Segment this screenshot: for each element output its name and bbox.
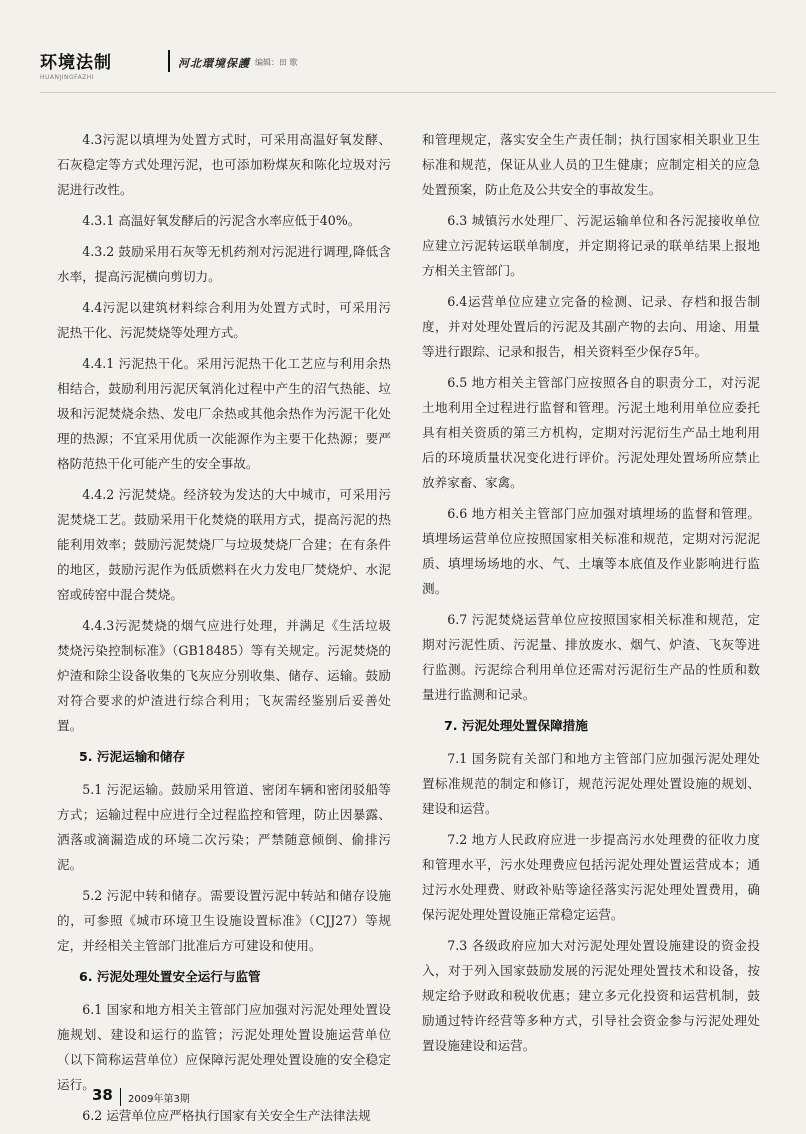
page-footer <box>92 1086 392 1110</box>
footer-divider <box>120 1088 121 1106</box>
paragraph: 和管理规定，落实安全生产责任制；执行国家相关职业卫生标准和规范，保证从业人员的卫生健康；应制定相关的应急处置预案，防止危及公共安全的事故发生。 <box>422 132 760 197</box>
paragraph: 6.5 地方相关主管部门应按照各自的职责分工，对污泥土地利用全过程进行监督和管理。污泥土地利用单位应委托具有相关资质的第三方机构，定期对污泥衍生产品土地利用后的环境质量状况变化进行评价。污泥处理处置场所应禁止放养家畜、家禽。 <box>422 375 760 490</box>
paragraph: 6.1 国家和地方相关主管部门应加强对污泥处理处置设施规划、建设和运行的监管；污泥处理处置设施运营单位（以下简称运营单位）应保障污泥处理处置设施的安全稳定运行。 <box>57 1002 391 1092</box>
paragraph: 7.2 地方人民政府应进一步提高污水处理费的征收力度和管理水平，污水处理费应包括污泥处理处置运营成本；通过污水处理费、财政补贴等途径落实污泥处理处置费用，确保污泥处理处置设施正常稳定运营。 <box>422 832 760 922</box>
paragraph: 7.1 国务院有关部门和地方主管部门应加强污泥处理处置标准规范的制定和修订，规范污泥处理处置设施的规划、建设和运营。 <box>422 751 760 816</box>
editor-credit: 编辑：田 歌 <box>255 58 298 67</box>
paragraph: 4.4.3污泥焚烧的烟气应进行处理，并满足《生活垃圾焚烧污染控制标准》（GB18485）等有关规定。污泥焚烧的炉渣和除尘设备收集的飞灰应分别收集、储存、运输。鼓励对符合要求的炉渣进行综合利用；飞灰需经鉴别后妥善处置。 <box>57 618 391 733</box>
page-number: 38 <box>92 1086 113 1104</box>
paragraph: 5.1 污泥运输。鼓励采用管道、密闭车辆和密闭驳船等方式；运输过程中应进行全过程监控和管理，防止因暴露、洒落或滴漏造成的环境二次污染；严禁随意倾倒、偷排污泥。 <box>57 782 391 872</box>
paragraph: 6.6 地方相关主管部门应加强对填埋场的监督和管理。填埋场运营单位应按照国家相关标准和规范，定期对污泥泥质、填埋场场地的水、气、土壤等本底值及作业影响进行监测。 <box>422 506 760 596</box>
column-name: 河北環境保護 <box>178 57 250 70</box>
paragraph: 6.3 城镇污水处理厂、污泥运输单位和各污泥接收单位应建立污泥转运联单制度，并定期将记录的联单结果上报地方相关主管部门。 <box>422 213 760 278</box>
paragraph: 6.4运营单位应建立完备的检测、记录、存档和报告制度，并对处理处置后的污泥及其副产物的去向、用途、用量等进行跟踪、记录和报告，相关资料至少保存5年。 <box>422 294 760 359</box>
paragraph: 4.4污泥以建筑材料综合利用为处置方式时，可采用污泥热干化、污泥焚烧等处理方式。 <box>57 300 391 340</box>
paragraph: 6.2 运营单位应严格执行国家有关安全生产法律法规 <box>82 1108 371 1123</box>
paragraph: 6.7 污泥焚烧运营单位应按照国家相关标准和规范，定期对污泥性质、污泥量、排放废水、烟气、炉渣、飞灰等进行监测。污泥综合利用单位还需对污泥衍生产品的性质和数量进行监测和记录。 <box>422 612 760 702</box>
paragraph: 4.3污泥以填埋为处置方式时，可采用高温好氧发酵、石灰稳定等方式处理污泥，也可添加粉煤灰和陈化垃圾对污泥进行改性。 <box>57 132 391 197</box>
section-heading: 6. 污泥处理处置安全运行与监管 <box>79 969 261 984</box>
brand-subtitle: HUANJINGFAZHI <box>40 74 95 81</box>
left-column <box>57 127 391 1134</box>
paragraph: 4.3.1 高温好氧发酵后的污泥含水率应低于40%。 <box>82 213 361 228</box>
paragraph: 4.3.2 鼓励采用石灰等无机药剂对污泥进行调理,降低含水率，提高污泥横向剪切力。 <box>57 244 391 284</box>
brand-block <box>40 48 130 81</box>
brand-title: 环境法制 <box>40 53 112 73</box>
paragraph: 5.2 污泥中转和储存。需要设置污泥中转站和储存设施的，可参照《城市环境卫生设施设置标准》（CJJ27）等规定，并经相关主管部门批准后方可建设和使用。 <box>57 888 391 953</box>
right-column <box>422 127 760 1064</box>
header-divider <box>168 50 170 72</box>
section-heading: 7. 污泥处理处置保障措施 <box>444 718 588 733</box>
paragraph: 4.4.2 污泥焚烧。经济较为发达的大中城市，可采用污泥焚烧工艺。鼓励采用干化焚烧的联用方式，提高污泥的热能利用效率；鼓励污泥焚烧厂与垃圾焚烧厂合建；在有条件的地区，鼓励污泥作为低质燃料在火力发电厂焚烧炉、水泥窑或砖窑中混合焚烧。 <box>57 487 391 602</box>
paragraph: 4.4.1 污泥热干化。采用污泥热干化工艺应与利用余热相结合，鼓励利用污泥厌氧消化过程中产生的沼气热能、垃圾和污泥焚烧余热、发电厂余热或其他余热作为污泥干化处理的热源；不宜采用优质一次能源作为主要干化热源；要严格防范热干化可能产生的安全事故。 <box>57 356 391 471</box>
paragraph: 7.3 各级政府应加大对污泥处理处置设施建设的资金投入，对于列入国家鼓励发展的污泥处理处置技术和设备，按规定给予财政和税收优惠；建立多元化投资和运营机制，鼓励通过特许经营等多种方式，引导社会资金参与污泥处理处置设施建设和运营。 <box>422 938 760 1053</box>
issue-label: 2009年第3期 <box>128 1094 190 1105</box>
page-header <box>40 48 780 88</box>
header-rule <box>40 92 776 93</box>
section-heading: 5. 污泥运输和储存 <box>79 749 186 764</box>
